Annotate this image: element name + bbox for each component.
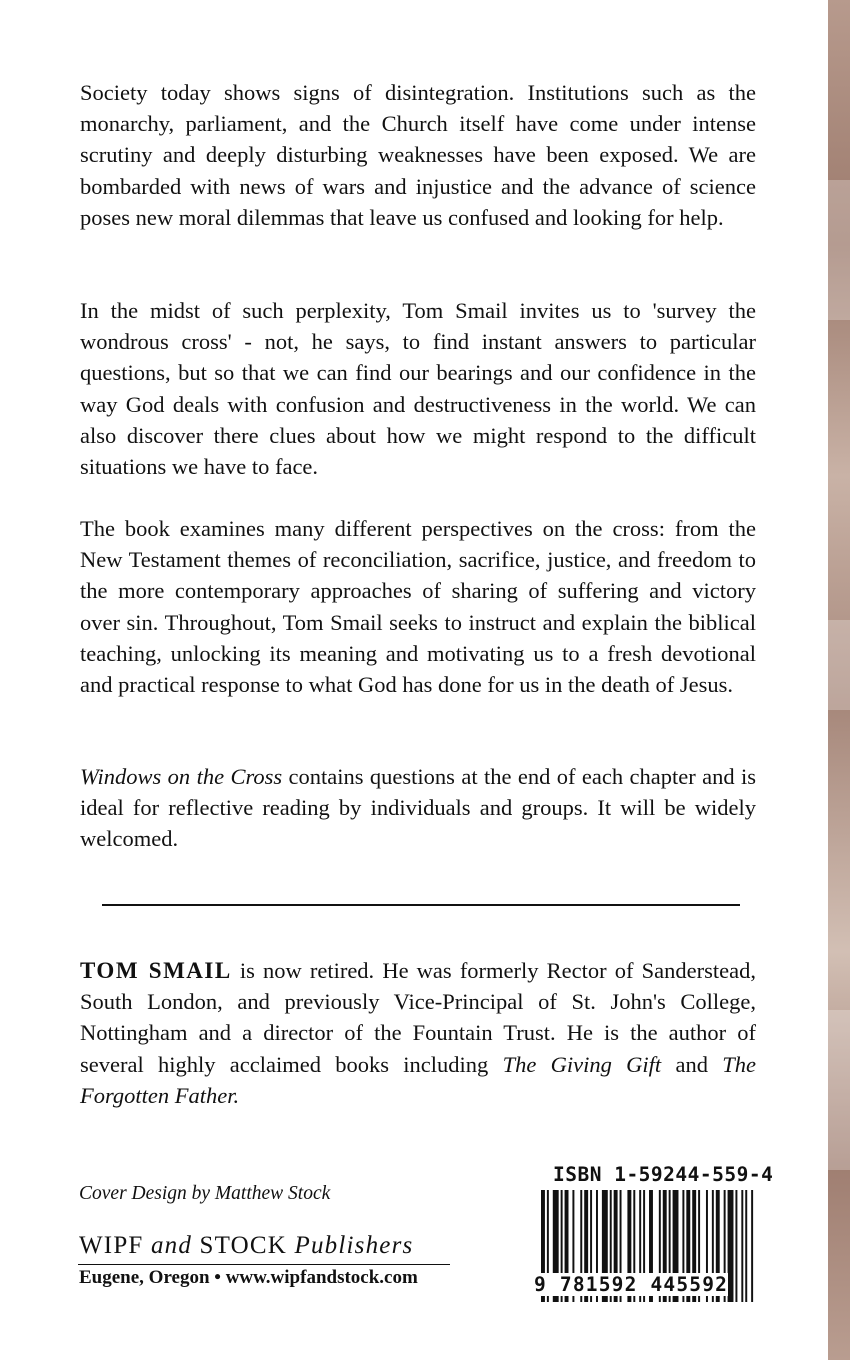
- blurb-paragraph-2: In the midst of such perplexity, Tom Smail invites us to 'survey the wondrous cross' - not, he says, to find instant answers to particular questions, but so that we can find our bearings and our confidence in the way God deals with confusion and destructiveness in the world. We can also discover there clues about how we might respond to the difficult situations we have to face.: [80, 298, 756, 480]
- blurb-paragraph-3: The book examines many different perspectives on the cross: from the New Testament themes of reconciliation, sacrifice, justice, and freedom to the more contemporary approaches of sharing of suffering and victory over sin. Throughout, Tom Smail seeks to instruct and explain the biblical teaching, unlocking its meaning and motivating us to a fresh devotional and practical response to what God has done for us in the death of Jesus.: [80, 516, 756, 698]
- barcode-bar: [735, 1190, 737, 1302]
- bio-text-2: and: [661, 1051, 723, 1077]
- section-divider: [102, 904, 740, 906]
- publisher-name-part: Publishers: [294, 1232, 414, 1259]
- barcode-bar: [728, 1190, 734, 1302]
- publisher-location: Eugene, Oregon • www.wipfandstock.com: [79, 1267, 418, 1288]
- barcode-bar: [741, 1190, 743, 1302]
- barcode-bar: [751, 1190, 753, 1302]
- publisher-name: [79, 1232, 413, 1260]
- publisher-name-part: and: [150, 1232, 193, 1259]
- blurb-paragraph-4-text: contains questions at the end of each chapter and is ideal for reflective reading by individuals and groups. It will be widely welcomed.: [80, 764, 756, 852]
- bio-text-1: is now retired. He was formerly Rector of Sanderstead, South London, and previously Vice-Principal of St. John's College, Nottingham and a director of the Fountain Trust. He is the author of several highly acclaimed books including: [80, 958, 756, 1077]
- book-title: Windows on the Cross: [80, 764, 283, 789]
- publisher-name-part: WIPF: [79, 1232, 151, 1259]
- author-name: TOM SMAIL: [80, 958, 232, 983]
- blurb-paragraph-1: Society today shows signs of disintegration. Institutions such as the monarchy, parliament, and the Church itself have come under intense scrutiny and deeply disturbing weaknesses have been exposed. We are bombarded with news of wars and injustice and the advance of science poses new moral dilemmas that leave us confused and looking for help.: [80, 80, 756, 230]
- book-title-forgotten-father: The Forgotten Father.: [80, 1051, 756, 1108]
- author-bio: [80, 955, 756, 1111]
- cover-design-credit: Cover Design by Matthew Stock: [79, 1183, 331, 1204]
- barcode-bar: [745, 1190, 747, 1302]
- spine-streak: [828, 180, 850, 320]
- publisher-name-part: STOCK: [192, 1232, 295, 1259]
- book-title-giving-gift: The Giving Gift: [502, 1051, 662, 1077]
- spine-streak: [828, 620, 850, 710]
- spine-streak: [828, 1010, 850, 1170]
- isbn-label: ISBN 1-59244-559-4: [553, 1163, 774, 1186]
- barcode-number: 9 781592 445592: [534, 1273, 729, 1296]
- publisher-rule: [78, 1264, 450, 1265]
- blurb-paragraph-4: [80, 761, 756, 855]
